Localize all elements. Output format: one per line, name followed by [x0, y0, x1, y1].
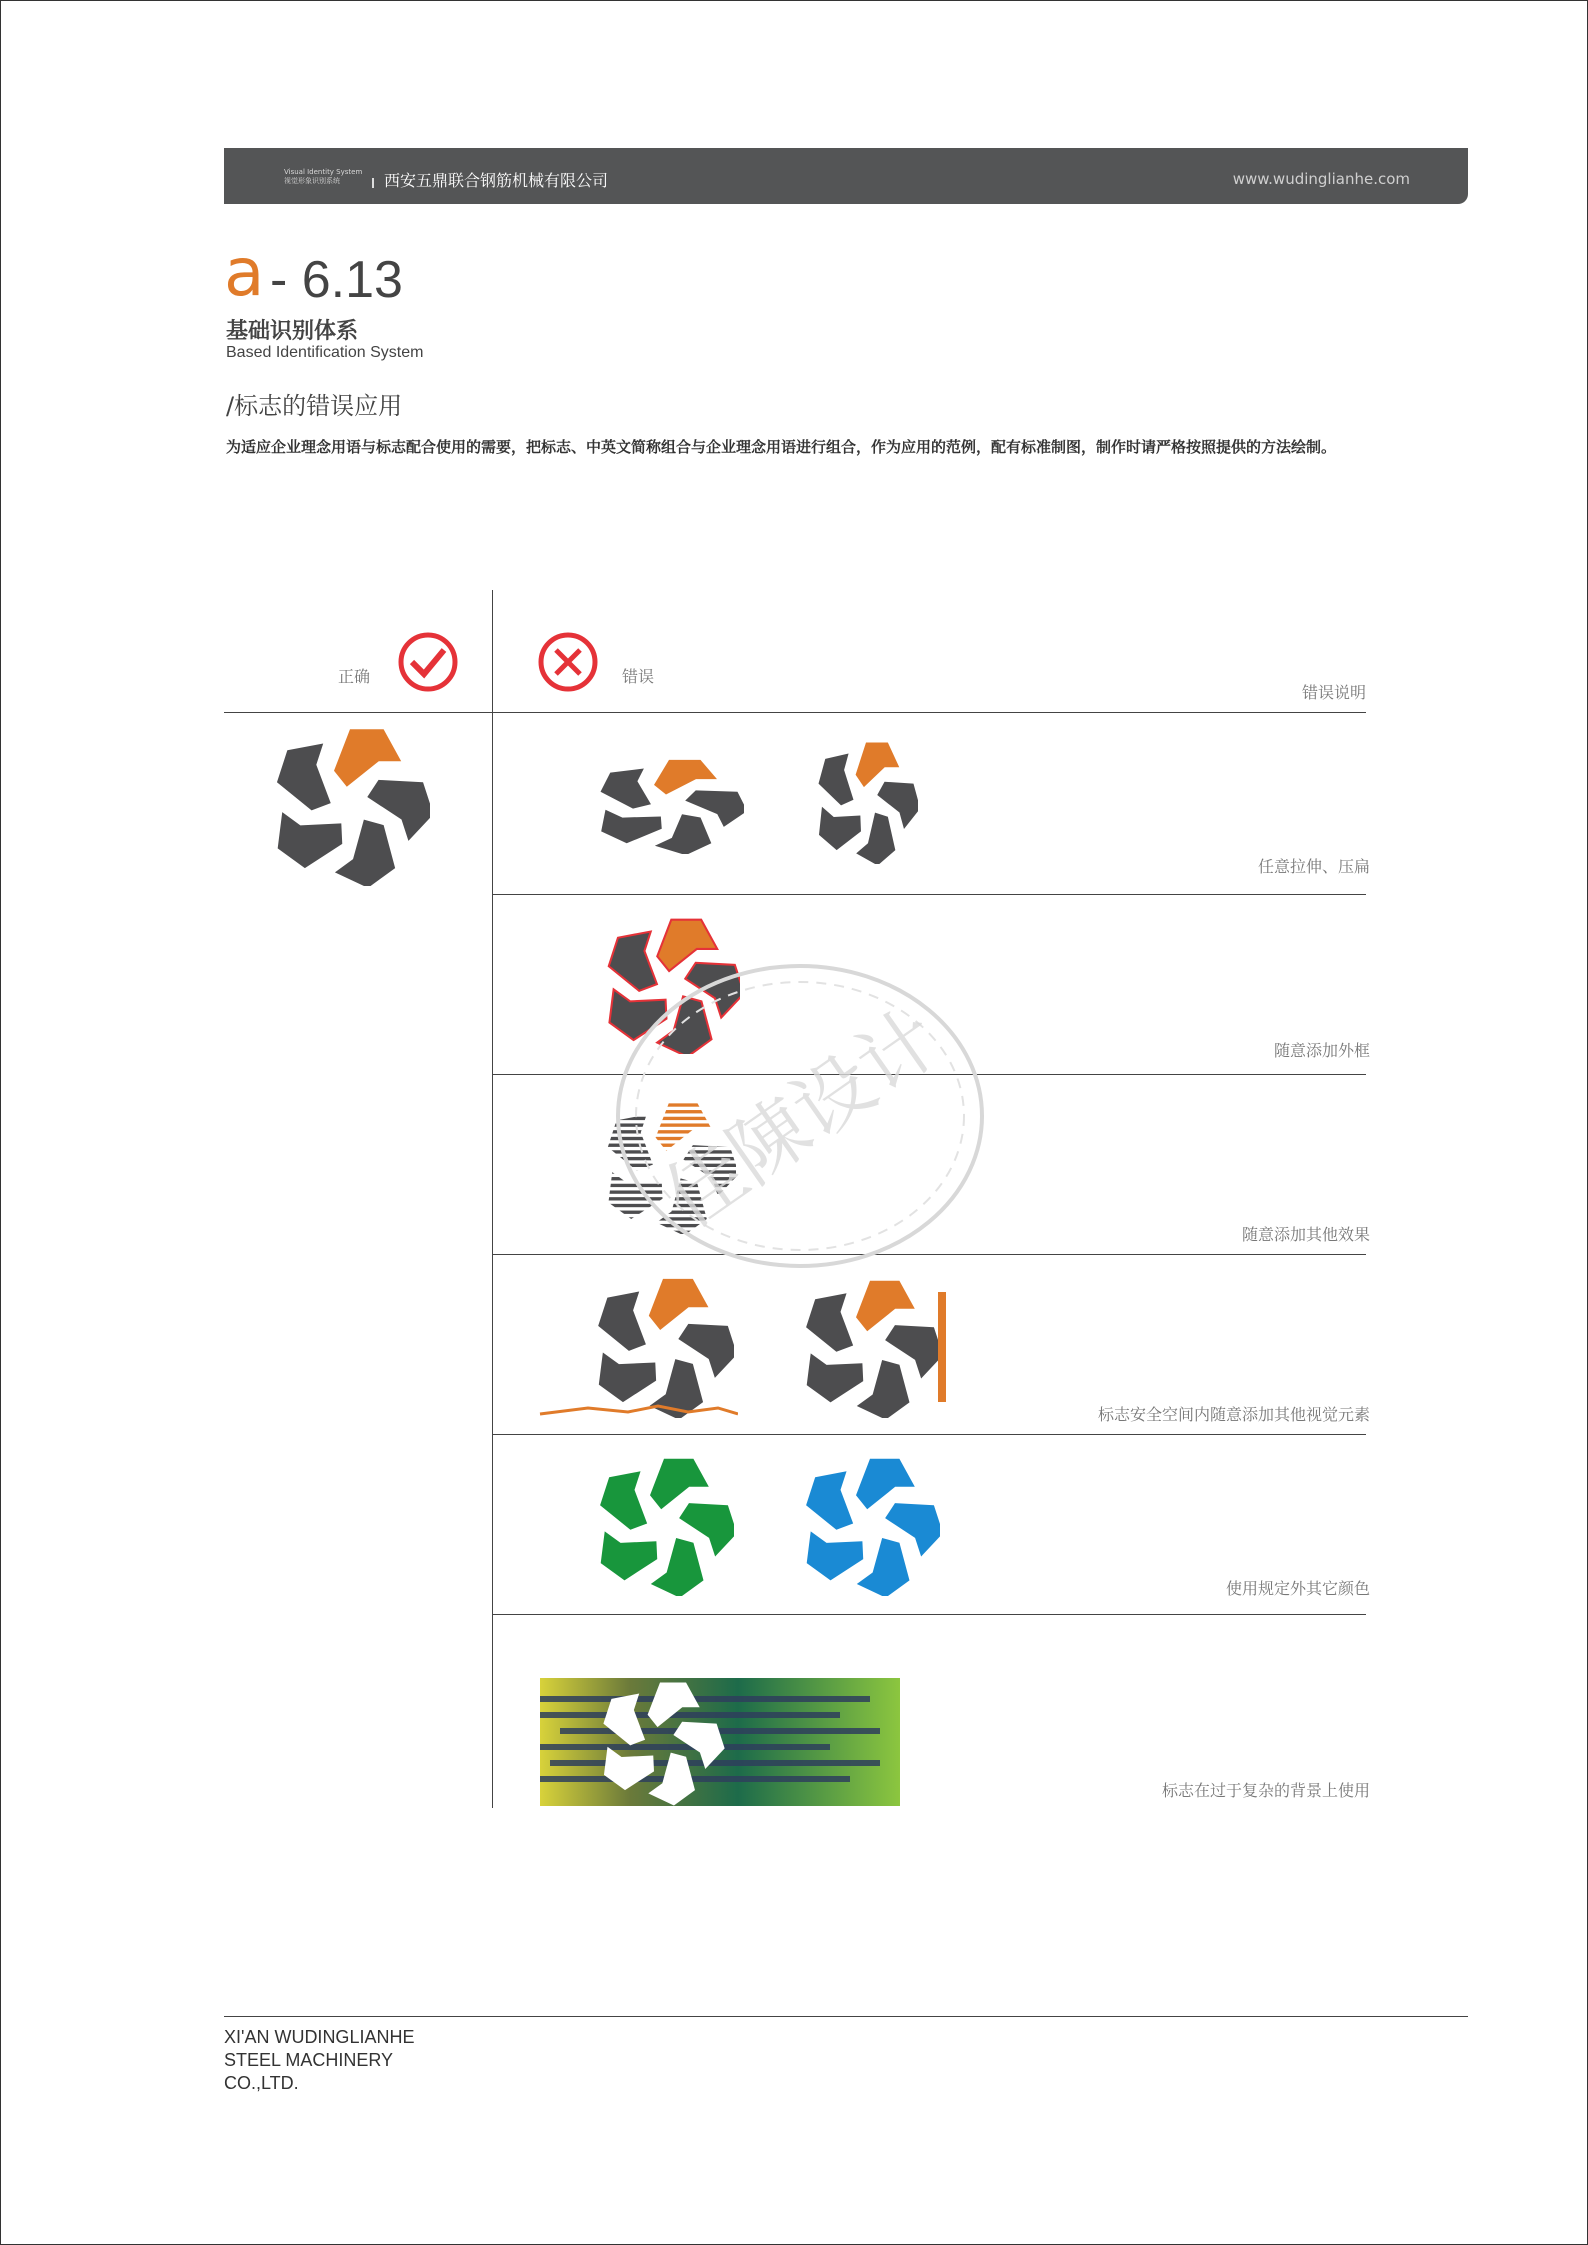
page-subtitle: /标志的错误应用 — [226, 392, 403, 420]
website-link[interactable]: www.wudinglianhe.com — [1232, 170, 1410, 188]
row-divider — [492, 1614, 1366, 1615]
section-letter: a — [224, 234, 265, 311]
header-bar — [224, 148, 1468, 204]
cross-icon — [536, 630, 600, 694]
correct-label: 正确 — [338, 667, 371, 686]
section-title-en: Based Identification System — [226, 344, 424, 361]
vi-label-cn: 视觉形象识别系统 — [284, 177, 340, 185]
row-desc-effect: 随意添加其他效果 — [1241, 1225, 1370, 1244]
company-name: 西安五鼎联合钢筋机械有限公司 — [384, 171, 609, 190]
section-title-cn: 基础识别体系 — [226, 319, 359, 344]
footer-company — [224, 2026, 414, 2095]
stretched-logo — [594, 758, 744, 854]
squashed-logo — [814, 740, 918, 864]
check-icon — [396, 630, 460, 694]
element-logo-2 — [800, 1278, 940, 1418]
row-desc-outline: 随意添加外框 — [1273, 1041, 1370, 1060]
footer-line — [224, 2016, 1468, 2017]
complex-background — [540, 1678, 900, 1806]
wave-element — [538, 1394, 738, 1422]
watermark-text: 佳陳设计 — [648, 992, 956, 1246]
table-header-line — [224, 712, 1366, 713]
footer-line-3: CO.,LTD. — [224, 2073, 299, 2093]
vi-label-en: Visual Identity System — [284, 168, 363, 176]
bar-element — [938, 1292, 946, 1402]
footer-line-2: STEEL MACHINERY — [224, 2050, 394, 2070]
footer-line-1: XI'AN WUDINGLIANHE — [224, 2027, 415, 2047]
watermark-seal — [610, 956, 990, 1276]
green-logo — [594, 1456, 734, 1596]
row-desc-stretch: 任意拉伸、压扁 — [1257, 857, 1370, 876]
row-desc-colors: 使用规定外其它颜色 — [1225, 1579, 1370, 1598]
vi-label — [284, 168, 362, 186]
blue-logo — [800, 1456, 940, 1596]
section-number: - 6.13 — [270, 251, 403, 309]
page-description: 为适应企业理念用语与标志配合使用的需要，把标志、中英文简称组合与企业理念用语进行组合，作为应用的范例，配有标准制图，制作时请严格按照提供的方法绘制。 — [226, 438, 1337, 456]
row-divider — [492, 1434, 1366, 1435]
table-divider-vertical — [492, 590, 493, 1808]
row-divider — [492, 894, 1366, 895]
header-separator — [372, 178, 374, 188]
explanation-label: 错误说明 — [1301, 683, 1366, 702]
row-desc-background: 标志在过于复杂的背景上使用 — [1161, 1781, 1370, 1800]
wrong-label: 错误 — [622, 667, 655, 686]
row-desc-elements: 标志安全空间内随意添加其他视觉元素 — [1097, 1405, 1370, 1424]
correct-logo — [270, 726, 430, 886]
